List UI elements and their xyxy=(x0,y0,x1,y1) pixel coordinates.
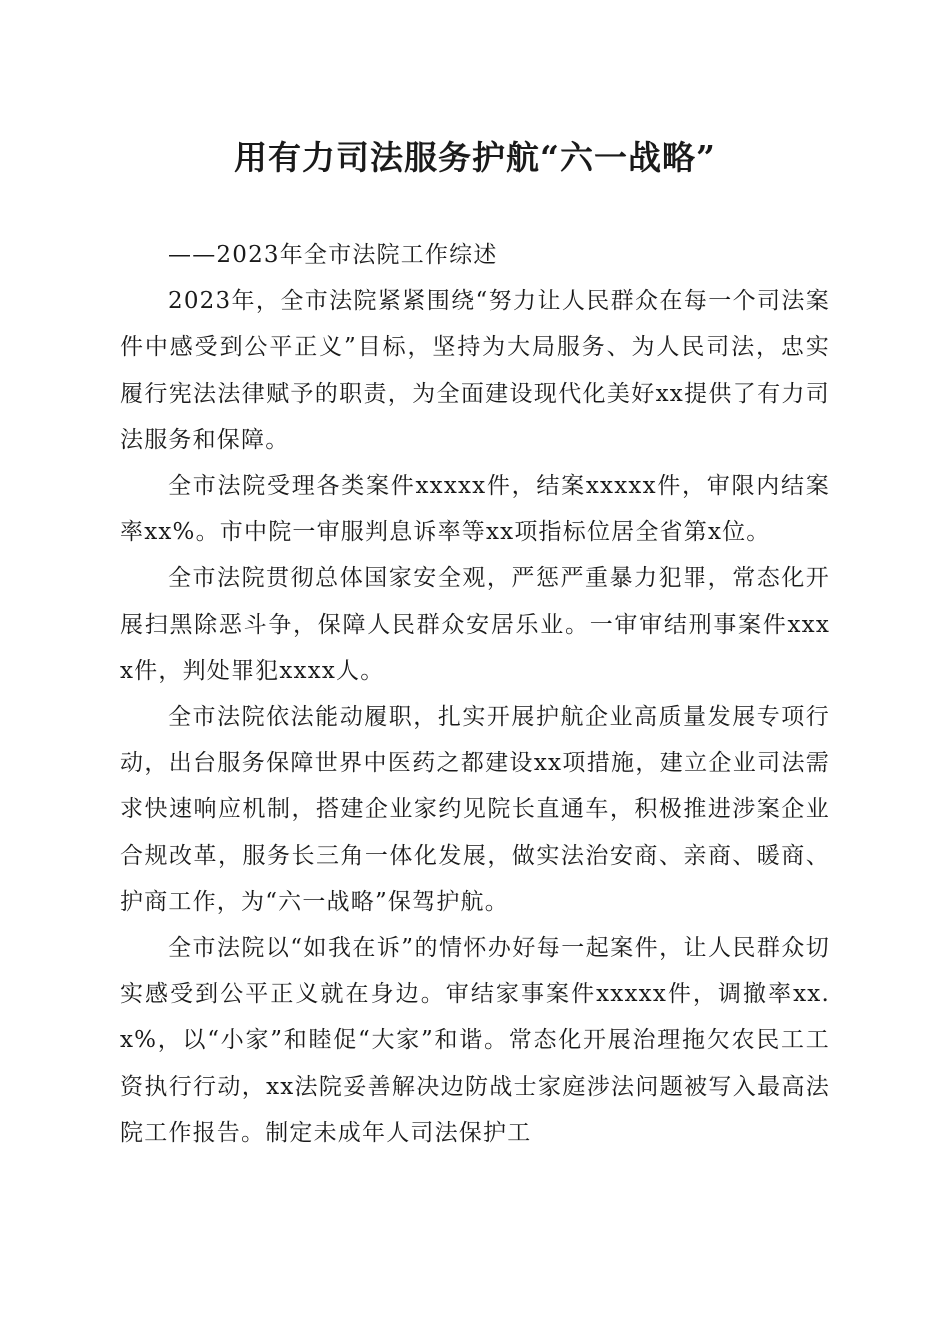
paragraph: 全市法院贯彻总体国家安全观，严惩严重暴力犯罪，常态化开展扫黑除恶斗争，保障人民群众安居乐业。一审审结刑事案件xxxx件，判处罪犯xxxx人。 xyxy=(120,565,830,684)
paragraph: 全市法院依法能动履职，扎实开展护航企业高质量发展专项行动，出台服务保障世界中医药之都建设xx项措施，建立企业司法需求快速响应机制，搭建企业家约见院长直通车，积极推进涉案企业合规改革，服务长三角一体化发展，做实法治安商、亲商、暖商、护商工作，为“六一战略”保驾护航。 xyxy=(120,704,830,915)
paragraph: 全市法院以“如我在诉”的情怀办好每一起案件，让人民群众切实感受到公平正义就在身边。审结家事案件xxxxx件，调撤率xx.x%，以“小家”和睦促“大家”和谐。常态化开展治理拖欠农民工工资执行行动，xx法院妥善解决边防战士家庭涉法问题被写入最高法院工作报告。制定未成年人司法保护工 xyxy=(120,935,830,1146)
paragraph: 全市法院受理各类案件xxxxx件，结案xxxxx件，审限内结案率xx%。市中院一审服判息诉率等xx项指标位居全省第x位。 xyxy=(120,473,830,546)
document-title: 用有力司法服务护航“六一战略” xyxy=(234,138,716,177)
paragraph: 2023年，全市法院紧紧围绕“努力让人民群众在每一个司法案件中感受到公平正义”目标，坚持为大局服务、为人民司法，忠实履行宪法法律赋予的职责，为全面建设现代化美好xx提供了有力司法服务和保障。 xyxy=(120,288,830,453)
document-body xyxy=(120,232,830,1156)
document-subtitle: ——2023年全市法院工作综述 xyxy=(168,242,498,268)
